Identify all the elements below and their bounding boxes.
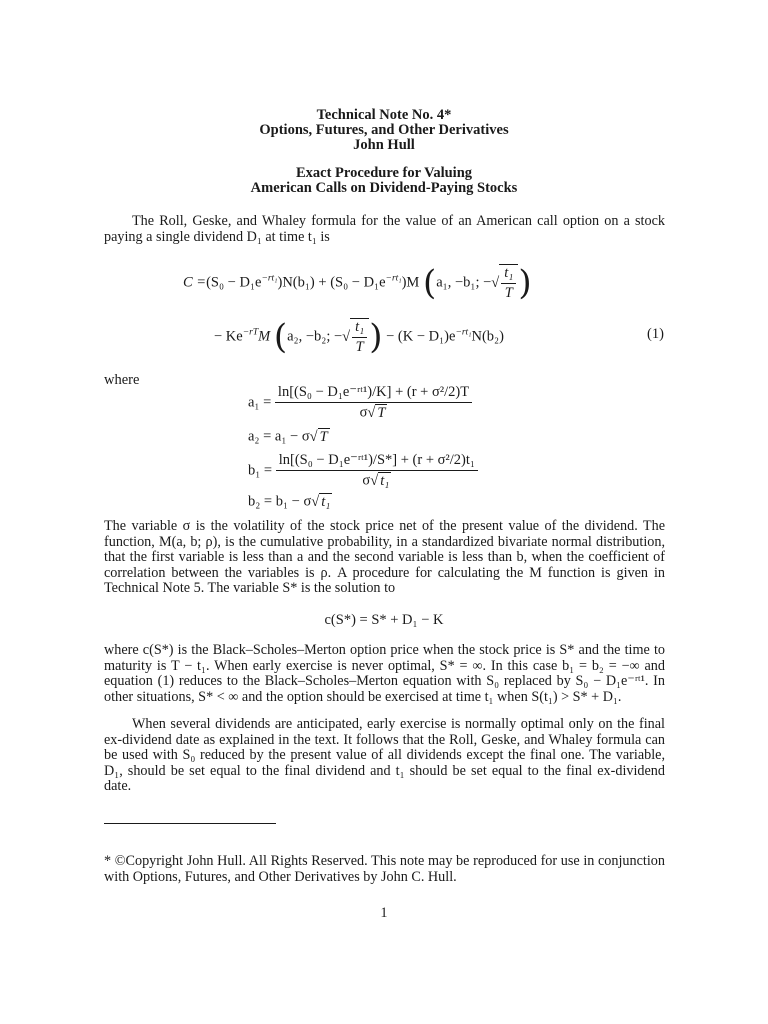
b1-num: ln[(S₀ − D₁e⁻ʳᵗ¹)/S*] + (r + σ²/2)t₁ [276,452,478,471]
def-a1 [248,384,472,422]
author: John Hull [353,137,415,153]
intro-paragraph: The Roll, Geske, and Whaley formula for the value of an American call option on a stock paying a single dividend D₁ at time t₁ is [104,213,665,245]
page-number: 1 [380,905,388,921]
a1-fraction [275,384,472,422]
eq-lhs: C = [183,274,207,291]
a1-den: σ√ T [359,404,386,421]
eq1-exp-a: −rt₁ [261,273,278,284]
where-label: where [104,372,140,388]
eq2-term-b: M [258,328,271,345]
book-title: Options, Futures, and Other Derivatives [259,122,509,138]
note-title: Technical Note No. 4* [316,107,452,123]
footnote: * ©Copyright John Hull. All Rights Reserved. This note may be reproduced for use in conjunction with Options, Futures, and Other Derivatives by John C. Hull. [104,853,665,885]
eq1-term-c: )M [401,274,420,291]
a1-lhs: a₁ = [248,394,272,411]
equation-number: (1) [647,326,664,342]
paragraph-2: The variable σ is the volatility of the stock price net of the present value of the dividend. The function, M(a, b; ρ), is the cumulative probability, in a standardized bivariate normal distribution, that the first variable is less than a and the second variable is less than b, when the coefficient of correlation between the variables is ρ. A procedure for calculating the M function is given in Technical Note 5. The variable S* is the solution to [104,518,665,597]
open-paren-2: ( [273,317,288,357]
equation-line-2 [214,318,504,356]
eq2-term-d: N(b₂) [471,328,504,345]
b1-den: σ√ t₁ [362,472,390,489]
eq2-term-a: − Ke [214,328,243,345]
def-b1 [248,452,478,490]
paragraph-3: where c(S*) is the Black–Scholes–Merton option price when the stock price is S* and the time to maturity is T − t₁. When early exercise is never optimal, S* = ∞. In this case b₁ = b₂ = −∞ and equation (1) reduces to the Black–Scholes–Merton equation with S₀ replaced by S₀ − D₁e⁻ʳᵗ¹. In other situations, S* < ∞ and the option should be exercised at time t₁ when S(t₁) > S* + D₁. [104,642,665,705]
equation-line-1 [183,264,532,302]
eq2-args: a₂, −b₂; − [287,328,343,345]
a2-text: a₂ = a₁ − σ [248,428,310,445]
b2-text: b₂ = b₁ − σ [248,493,312,510]
sqrt-frac-2: √ $\frac{\text{t₁}}{T}$ [342,318,369,356]
b1-fraction [276,452,478,490]
equation-2: c(S*) = S* + D₁ − K [324,612,444,628]
eq2-exp-a: −rT [242,327,259,338]
eq2-term-c: − (K − D₁)e [386,328,456,345]
paragraph-4: When several dividends are anticipated, early exercise is normally optimal only on the final ex-dividend date as explained in the text. It follows that the Roll, Geske, and Whaley formula can be used with S₀ reduced by the present value of all dividends except the final one. The variable, D₁, should be set equal to the final dividend and t₁ should be set equal to the final ex-dividend date. [104,716,665,795]
eq1-args: a₁, −b₁; − [436,274,492,291]
a1-num: ln[(S₀ − D₁e⁻ʳᵗ¹)/K] + (r + σ²/2)T [275,384,472,403]
heading-line-2: American Calls on Dividend-Paying Stocks [250,180,518,196]
heading-line-1: Exact Procedure for Valuing [295,165,473,181]
eq1-term-b: )N(b₁) + (S₀ − D₁e [277,274,386,291]
close-paren: ) [518,263,532,303]
eq2-exp-c: −rt₁ [455,327,472,338]
a2-rad: T [319,429,328,445]
eq1-exp-b: −rt₁ [385,273,402,284]
def-a2: a₂ = a₁ − σ√ T [248,428,328,445]
def-b2: b₂ = b₁ − σ√ t₁ [248,493,331,510]
b2-rad: t₁ [321,494,331,510]
footnote-rule [104,823,276,824]
sqrt-frac-1: √ $\frac{\text{t₁}}{T}$ [491,264,518,302]
open-paren: ( [422,263,437,303]
eq1-term-a: (S₀ − D₁e [206,274,262,291]
b1-lhs: b₁ = [248,462,273,479]
close-paren-2: ) [369,317,383,357]
